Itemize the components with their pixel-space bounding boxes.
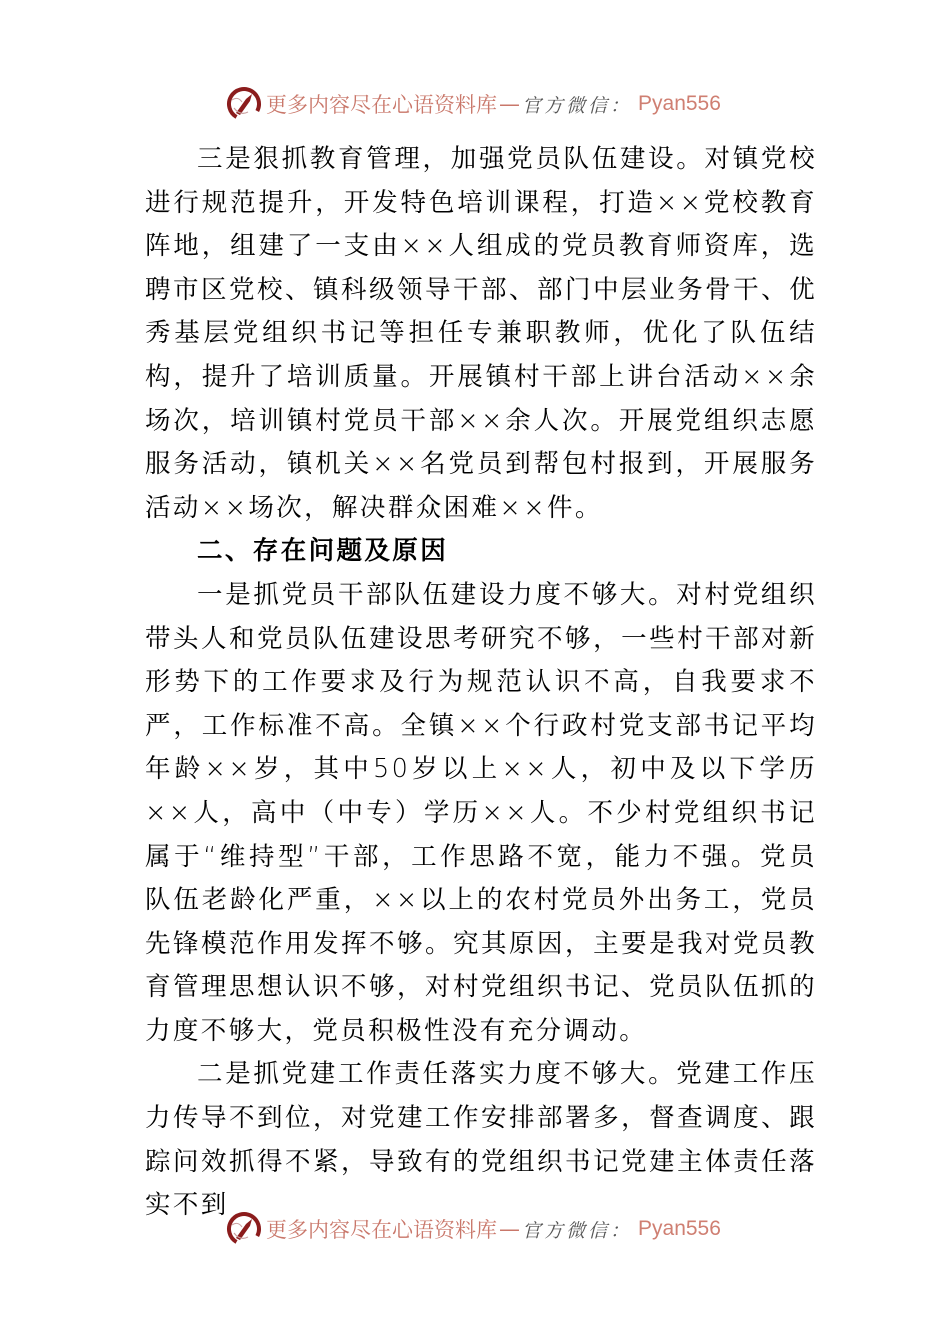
document-body <box>145 138 817 1228</box>
paragraph-responsibility-issue: 二是抓党建工作责任落实力度不够大。党建工作压力传导不到位，对党建工作安排部署多，督查调度、跟踪问效抓得不紧，导致有的党组织书记党建主体责任落实不到 <box>145 1059 817 1221</box>
watermark-footer <box>226 1209 726 1249</box>
watermark-dash: — <box>499 92 520 116</box>
watermark-text: 更多内容尽在心语资料库 <box>266 1218 497 1242</box>
paragraph-education-management: 三是狠抓教育管理，加强党员队伍建设。对镇党校进行规范提升，开发特色培训课程，打造××党校教育阵地，组建了一支由××人组成的党员教育师资库，选聘市区党校、镇科级领导干部、部门中层业务骨干、优秀基层党组织书记等担任专兼职教师，优化了队伍结构，提升了培训质量。开展镇村干部上讲台活动××余场次，培训镇村党员干部××余人次。开展党组织志愿服务活动，镇机关××名党员到帮包村报到，开展服务活动××场次，解决群众困难××件。 <box>145 144 817 523</box>
section-heading-problems: 二、存在问题及原因 <box>197 536 449 567</box>
wechat-id: Pyan556 <box>638 1217 721 1240</box>
wechat-label: 官方微信： <box>522 94 633 117</box>
watermark-dash: — <box>499 1217 520 1241</box>
paragraph-team-building-issue: 一是抓党员干部队伍建设力度不够大。对村党组织带头人和党员队伍建设思考研究不够，一些村干部对新形势下的工作要求及行为规范认识不高，自我要求不严，工作标准不高。全镇××个行政村党支部书记平均年龄××岁，其中50岁以上××人，初中及以下学历××人，高中（中专）学历××人。不少村党组织书记属于“维持型”干部，工作思路不宽，能力不强。党员队伍老龄化严重，××以上的农村党员外出务工，党员先锋模范作用发挥不够。究其原因，主要是我对党员教育管理思想认识不够，对村党组织书记、党员队伍抓的力度不够大，党员积极性没有充分调动。 <box>145 579 817 1046</box>
quill-pen-logo-icon <box>226 1211 262 1247</box>
watermark-text: 更多内容尽在心语资料库 <box>266 93 497 117</box>
wechat-id: Pyan556 <box>638 92 721 115</box>
quill-pen-logo-icon <box>226 86 262 122</box>
watermark-header <box>226 84 726 124</box>
wechat-label: 官方微信： <box>522 1219 633 1242</box>
